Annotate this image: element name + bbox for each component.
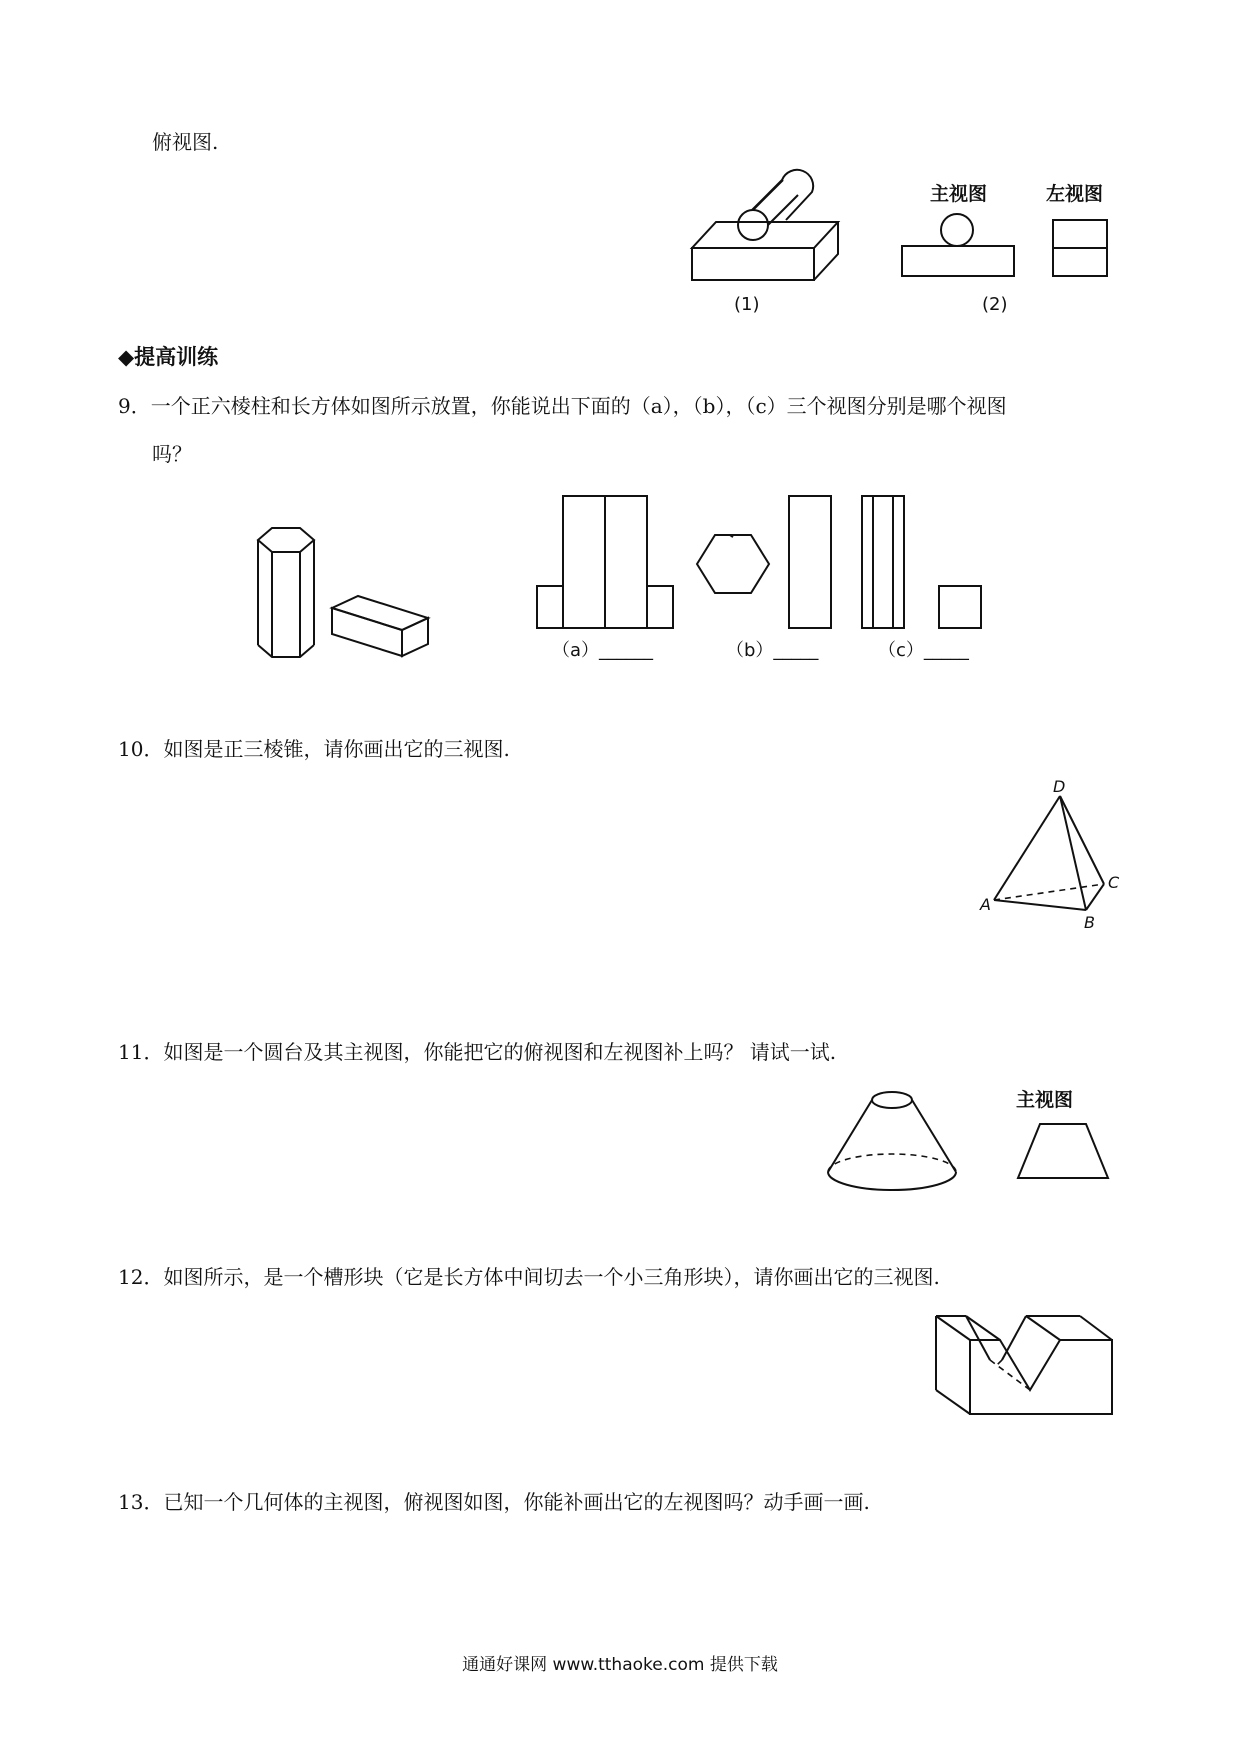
q10-text: 10．如图是正三棱锥，请你画出它的三视图.: [118, 737, 510, 761]
q9-text-line1: 9．一个正六棱柱和长方体如图所示放置，你能说出下面的（a），（b），（c）三个视图分别是哪个视图: [118, 394, 1007, 418]
q9-text-line2: 吗？: [152, 442, 192, 466]
view-b: [697, 496, 831, 628]
q9-label-a: （a）______: [552, 640, 654, 661]
view-a: [537, 496, 673, 628]
page-footer: 通通好课网 www.tthaoke.com 提供下载: [462, 1655, 778, 1675]
front-view-drawing: [902, 182, 1014, 276]
continued-text: 俯视图.: [152, 130, 219, 154]
figure-triangular-pyramid: [980, 777, 1120, 932]
figure-q9-views: [530, 490, 1010, 670]
figure-grooved-block: [930, 1310, 1120, 1430]
q12-text: 12．如图所示，是一个槽形块（它是长方体中间切去一个小三角形块），请你画出它的三视图.: [118, 1265, 940, 1289]
frustum-front-view: [1016, 1088, 1108, 1178]
view-c: [862, 496, 981, 628]
left-view-drawing: [1046, 182, 1107, 276]
vertex-d: D: [1053, 777, 1066, 796]
fig8-front-label: 主视图: [930, 183, 988, 205]
fig8-label-2: (2): [982, 294, 1008, 315]
q11-front-label: 主视图: [1016, 1089, 1074, 1111]
section-heading: ◆提高训练: [118, 345, 219, 369]
q9-label-c: （c）_____: [878, 640, 969, 661]
q13-text: 13．已知一个几何体的主视图，俯视图如图，你能补画出它的左视图吗？动手画一画.: [118, 1490, 870, 1514]
vertex-a: A: [980, 895, 991, 914]
q11-text: 11．如图是一个圆台及其主视图，你能把它的俯视图和左视图补上吗？ 请试一试.: [118, 1040, 837, 1064]
figure-frustum: [820, 1070, 1140, 1200]
fig8-left-label: 左视图: [1046, 183, 1104, 205]
vertex-b: B: [1084, 913, 1095, 932]
figure-cylinder-on-box: [690, 170, 1240, 320]
fig8-label-1: (1): [734, 294, 760, 315]
vertex-c: C: [1108, 873, 1120, 892]
q9-label-b: （b）_____: [726, 640, 819, 661]
figure-hexprism-and-box: [250, 520, 450, 670]
